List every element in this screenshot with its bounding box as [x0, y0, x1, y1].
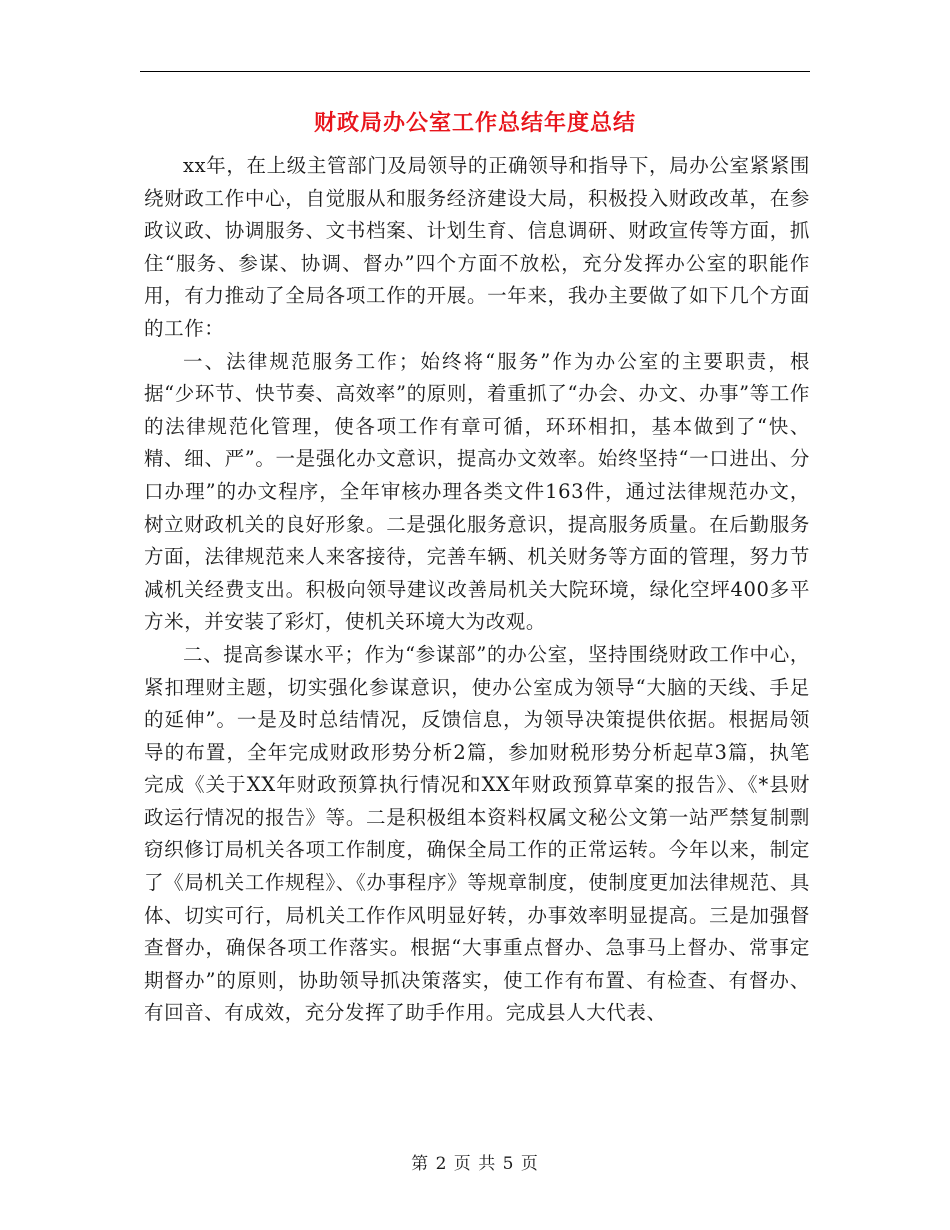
document-body [144, 150, 810, 1030]
intro-paragraph: xx年，在上级主管部门及局领导的正确领导和指导下，局办公室紧紧围绕财政工作中心，自觉服从和服务经济建设大局，积极投入财政改革，在参政议政、协调服务、文书档案、计划生育、信息调研、财政宣传等方面，抓住“服务、参谋、协调、督办”四个方面不放松，充分发挥办公室的职能作用，有力推动了全局各项工作的开展。一年来，我办主要做了如下几个方面的工作： [144, 154, 810, 340]
section-two-paragraph: 二、提高参谋水平；作为“参谋部”的办公室，坚持围绕财政工作中心，紧扣理财主题，切实强化参谋意识，使办公室成为领导“大脑的天线、手足的延伸”。一是及时总结情况，反馈信息，为领导决策提供依据。根据局领导的布置，全年完成财政形势分析2篇，参加财税形势分析起草3篇，执笔完成《关于XX年财政预算执行情况和XX年财政预算草案的报告》、《*县财政运行情况的报告》等。二是积极组本资料权属文秘公文第一站严禁复制剽窃织修订局机关各项工作制度，确保全局工作的正常运转。今年以来，制定了《局机关工作规程》、《办事程序》等规章制度，使制度更加法律规范、具体、切实可行，局机关工作作风明显好转，办事效率明显提高。三是加强督查督办，确保各项工作落实。根据“大事重点督办、急事马上督办、常事定期督办”的原则，协助领导抓决策落实，使工作有布置、有检查、有督办、有回音、有成效，充分发挥了助手作用。完成县人大代表、 [144, 642, 810, 1025]
document-title: 财政局办公室工作总结年度总结 [313, 111, 636, 136]
header-rule [140, 71, 810, 72]
page-number: 第 2 页 共 5 页 [411, 1154, 539, 1174]
section-one-paragraph: 一、法律规范服务工作；始终将“服务”作为办公室的主要职责，根据“少环节、快节奏、高效率”的原则，着重抓了“办会、办文、办事”等工作的法律规范化管理，使各项工作有章可循，环环相扣，基本做到了“快、精、细、严”。一是强化办文意识，提高办文效率。始终坚持“一口进出、分口办理”的办文程序，全年审核办理各类文件163件，通过法律规范办文，树立财政机关的良好形象。二是强化服务意识，提高服务质量。在后勤服务方面，法律规范来人来客接待，完善车辆、机关财务等方面的管理，努力节减机关经费支出。积极向领导建议改善局机关大院环境，绿化空坪400多平方米，并安装了彩灯，使机关环境大为改观。 [144, 349, 810, 634]
